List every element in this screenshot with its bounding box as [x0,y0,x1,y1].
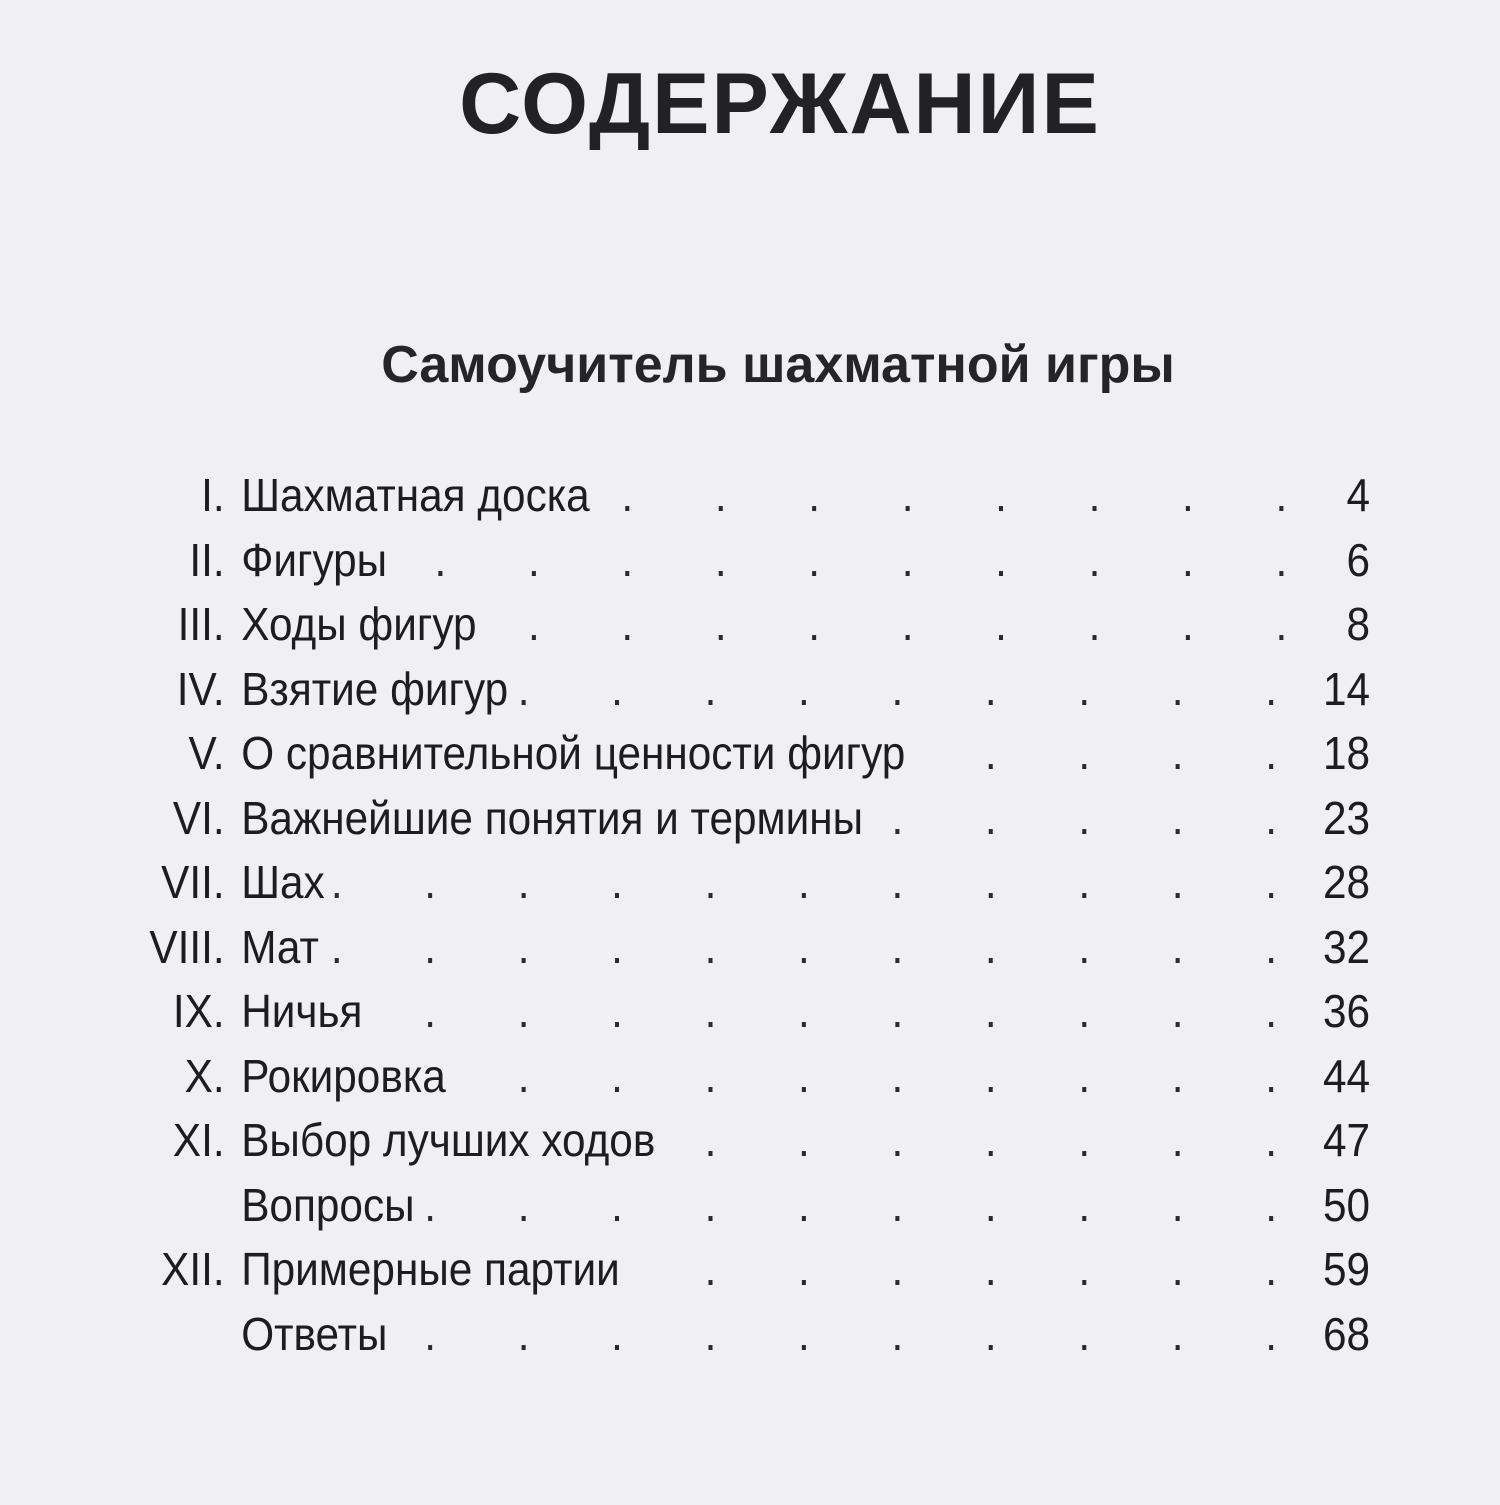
toc-entry[interactable] [140,1044,1370,1109]
toc-entry[interactable] [140,979,1370,1044]
toc-entry-page: 28 [1312,855,1370,909]
toc-entry-title: Вопросы [241,1178,424,1232]
toc-entry[interactable] [140,1108,1370,1173]
dot-leader [328,924,1312,970]
toc-entry-page: 44 [1312,1049,1370,1103]
toc-entry-page: 6 [1322,533,1370,587]
toc-entry-page: 8 [1322,597,1370,651]
toc-entry-number: IV. [176,662,225,715]
dot-leader [334,859,1312,905]
dot-leader [872,795,1312,841]
toc-entry-title: Взятие фигур [241,662,517,716]
toc-entry-page: 32 [1312,920,1370,974]
page-heading: СОДЕРЖАНИЕ [459,56,1101,152]
section-subheading: Самоучитель шахматной игры [381,336,1175,394]
toc-entry-title: Шах [241,855,334,909]
dot-leader [665,1117,1312,1163]
toc-entry[interactable] [140,528,1370,593]
toc-entry[interactable] [140,850,1370,915]
dot-leader [372,988,1312,1034]
toc-entry-page: 50 [1312,1178,1370,1232]
toc-entry-title: Фигуры [241,533,396,587]
toc-entry-number: XI. [172,1114,225,1167]
toc-entry[interactable] [140,786,1370,851]
toc-entry-title: Примерные партии [241,1242,629,1296]
toc-entry-title: О сравнительной ценности фигур [241,726,914,780]
toc-entry-title: Ходы фигур [241,597,486,651]
dot-leader [424,1182,1312,1228]
toc-entry-number: II. [189,533,225,586]
toc-entry-number: I. [201,469,225,522]
toc-entry[interactable] [140,1173,1370,1238]
toc-entry-page: 68 [1312,1307,1370,1361]
toc-entry-number: V. [188,727,225,780]
toc-entry-page: 14 [1312,662,1370,716]
dot-leader [599,472,1322,518]
toc-entry-page: 36 [1312,984,1370,1038]
dot-leader [455,1053,1312,1099]
toc-entry-title: Ничья [241,984,371,1038]
toc-entry[interactable] [140,463,1370,528]
toc-entry-page: 4 [1322,468,1370,522]
toc-entry-number: VII. [161,856,225,909]
toc-entry[interactable] [140,1237,1370,1302]
dot-leader [397,1311,1312,1357]
table-of-contents [140,463,1370,1366]
dot-leader [486,601,1322,647]
dot-leader [915,730,1312,776]
toc-entry[interactable] [140,721,1370,786]
toc-entry-page: 18 [1312,726,1370,780]
toc-entry-page: 59 [1312,1242,1370,1296]
toc-entry[interactable] [140,1302,1370,1367]
dot-leader [629,1246,1312,1292]
toc-entry-title: Шахматная доска [241,468,599,522]
toc-entry[interactable] [140,657,1370,722]
dot-leader [517,666,1312,712]
toc-entry-number: X. [184,1049,225,1102]
toc-entry[interactable] [140,592,1370,657]
toc-entry-title: Важнейшие понятия и термины [241,791,872,845]
toc-entry-number: VI. [172,791,225,844]
toc-entry-number: VIII. [149,920,225,973]
toc-entry-number: IX. [172,985,225,1038]
toc-entry-page: 23 [1312,791,1370,845]
toc-entry-number: III. [177,598,225,651]
toc-entry-title: Рокировка [241,1049,455,1103]
toc-entry-title: Ответы [241,1307,396,1361]
toc-entry-number: XII. [161,1243,225,1296]
toc-entry-page: 47 [1312,1113,1370,1167]
toc-entry[interactable] [140,915,1370,980]
dot-leader [396,537,1322,583]
toc-entry-title: Выбор лучших ходов [241,1113,664,1167]
toc-entry-title: Мат [241,920,328,974]
